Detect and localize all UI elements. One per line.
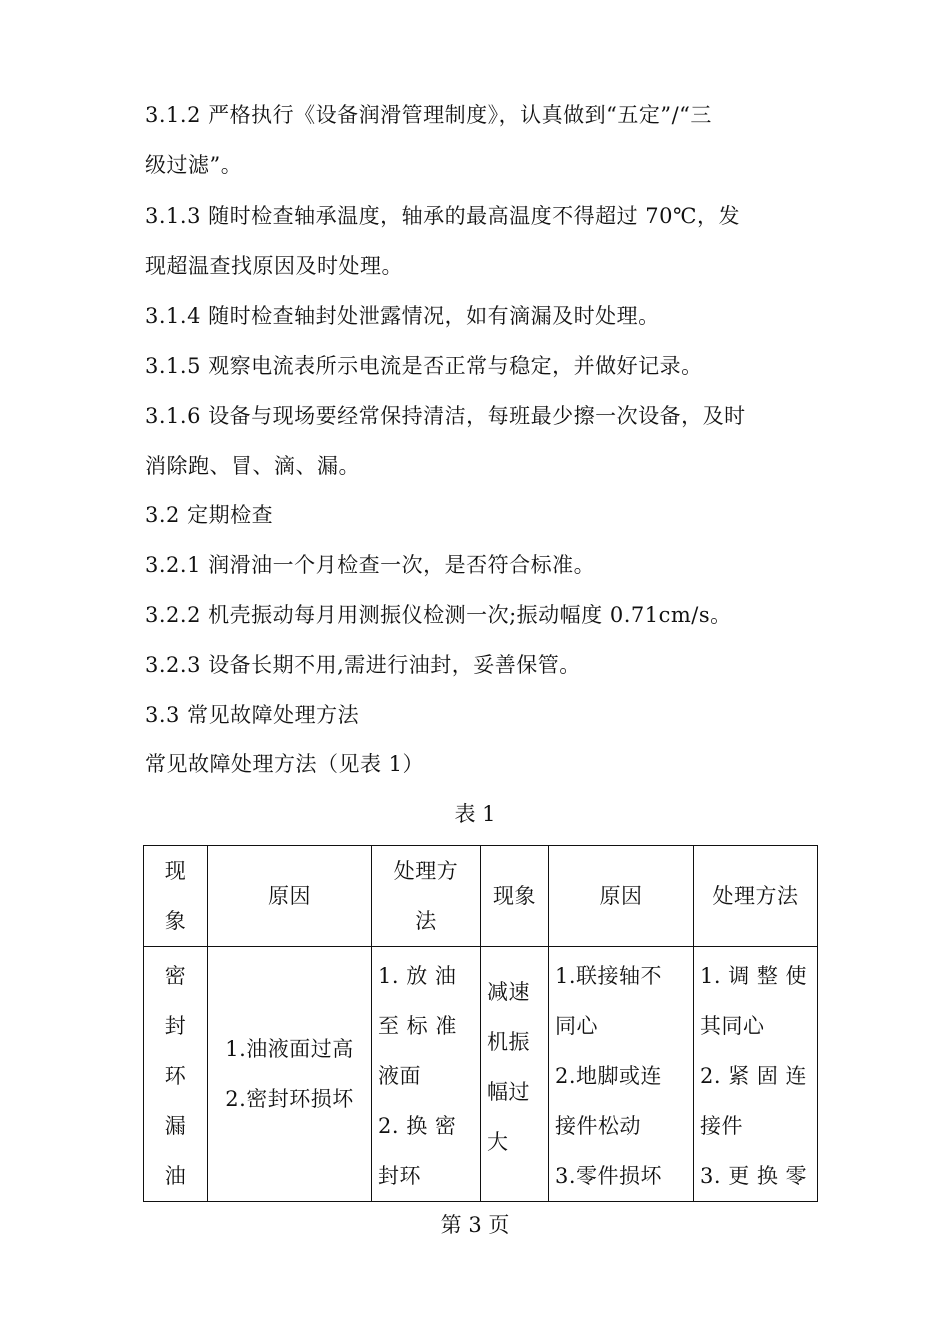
paragraph-line: 现超温查找原因及时处理。 bbox=[145, 254, 403, 278]
phenomenon-cell: 密 封 环 漏 油 bbox=[144, 947, 208, 1202]
table-header-row bbox=[144, 846, 818, 947]
section-heading: 3.2 定期检查 bbox=[145, 503, 274, 527]
paragraph-line: 3.2.2 机壳振动每月用测振仪检测一次;振动幅度 0.71cm/s。 bbox=[145, 603, 732, 627]
header-cause-cell: 原因 bbox=[208, 846, 372, 947]
table-row bbox=[144, 947, 818, 1202]
cause-cell: 1.联接轴不 同心 2.地脚或连 接件松动 3.零件损坏 bbox=[549, 947, 694, 1202]
header-method-cell: 处理方法 bbox=[694, 846, 818, 947]
paragraph-line: 3.2.1 润滑油一个月检查一次，是否符合标准。 bbox=[145, 553, 596, 577]
header-cause-cell: 原因 bbox=[549, 846, 694, 947]
paragraph-line: 消除跑、冒、滴、漏。 bbox=[145, 454, 360, 478]
table-caption: 表 1 bbox=[454, 802, 496, 826]
fault-table bbox=[143, 845, 818, 1202]
header-phenomenon-cell: 现象 bbox=[481, 846, 549, 947]
phenomenon-cell: 减速 机振 幅过 大 bbox=[481, 947, 549, 1202]
paragraph-line: 3.1.5 观察电流表所示电流是否正常与稳定，并做好记录。 bbox=[145, 354, 703, 378]
method-cell: 1. 调 整 使 其同心 2. 紧 固 连 接件 3. 更 换 零 bbox=[694, 947, 818, 1202]
paragraph-line: 级过滤”。 bbox=[145, 153, 243, 177]
paragraph-line: 3.1.4 随时检查轴封处泄露情况，如有滴漏及时处理。 bbox=[145, 304, 660, 328]
paragraph-line: 常见故障处理方法（见表 1） bbox=[145, 752, 425, 776]
section-heading: 3.3 常见故障处理方法 bbox=[145, 703, 360, 727]
header-phenomenon-cell: 现 象 bbox=[144, 846, 208, 947]
header-method-cell: 处理方 法 bbox=[372, 846, 481, 947]
cause-cell: 1.油液面过高 2.密封环损坏 bbox=[208, 947, 372, 1202]
paragraph-line: 3.1.6 设备与现场要经常保持清洁，每班最少擦一次设备，及时 bbox=[145, 404, 746, 428]
paragraph-line: 3.1.2 严格执行《设备润滑管理制度》，认真做到“五定”/“三 bbox=[145, 103, 712, 127]
paragraph-line: 3.1.3 随时检查轴承温度，轴承的最高温度不得超过 70℃，发 bbox=[145, 204, 740, 228]
paragraph-line: 3.2.3 设备长期不用,需进行油封，妥善保管。 bbox=[145, 653, 581, 677]
page-number: 第 3 页 bbox=[440, 1213, 510, 1237]
method-cell: 1. 放 油 至 标 准 液面 2. 换 密 封环 bbox=[372, 947, 481, 1202]
